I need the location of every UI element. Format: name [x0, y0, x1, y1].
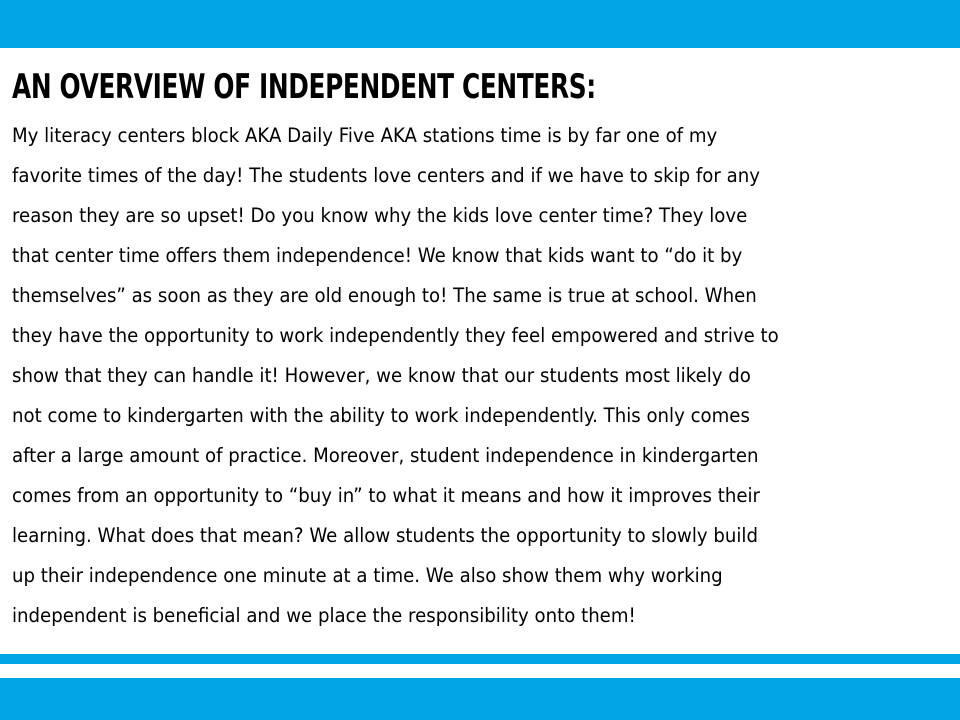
- page-title: AN OVERVIEW OF INDEPENDENT CENTERS:: [12, 67, 596, 107]
- paragraph-line: comes from an opportunity to “buy in” to what it means and how it improves their: [12, 484, 760, 507]
- paragraph-line: My literacy centers block AKA Daily Five AKA stations time is by far one of my: [12, 124, 718, 147]
- paragraph-line: that center time offers them independence! We know that kids want to “do it by: [12, 244, 743, 267]
- paragraph-line: reason they are so upset! Do you know why the kids love center time? They love: [12, 204, 748, 227]
- paragraph-line: not come to kindergarten with the ability to work independently. This only comes: [12, 404, 750, 427]
- paragraph-line: show that they can handle it! However, we know that our students most likely do: [12, 364, 751, 387]
- paragraph-line: independent is beneficial and we place the responsibility onto them!: [12, 604, 636, 627]
- bottom-banner-bar: [0, 678, 960, 720]
- paragraph-line: favorite times of the day! The students love centers and if we have to skip for any: [12, 164, 760, 187]
- paragraph-line: after a large amount of practice. Moreover, student independence in kindergarten: [12, 444, 759, 467]
- paragraph-line: up their independence one minute at a time. We also show them why working: [12, 564, 723, 587]
- top-banner-bar: [0, 0, 960, 48]
- paragraph-line: learning. What does that mean? We allow students the opportunity to slowly build: [12, 524, 758, 547]
- bottom-divider-stripe: [0, 654, 960, 664]
- paragraph-line: themselves” as soon as they are old enough to! The same is true at school. When: [12, 284, 757, 307]
- paragraph-line: they have the opportunity to work independently they feel empowered and strive to: [12, 324, 779, 347]
- body-paragraph: [12, 116, 905, 636]
